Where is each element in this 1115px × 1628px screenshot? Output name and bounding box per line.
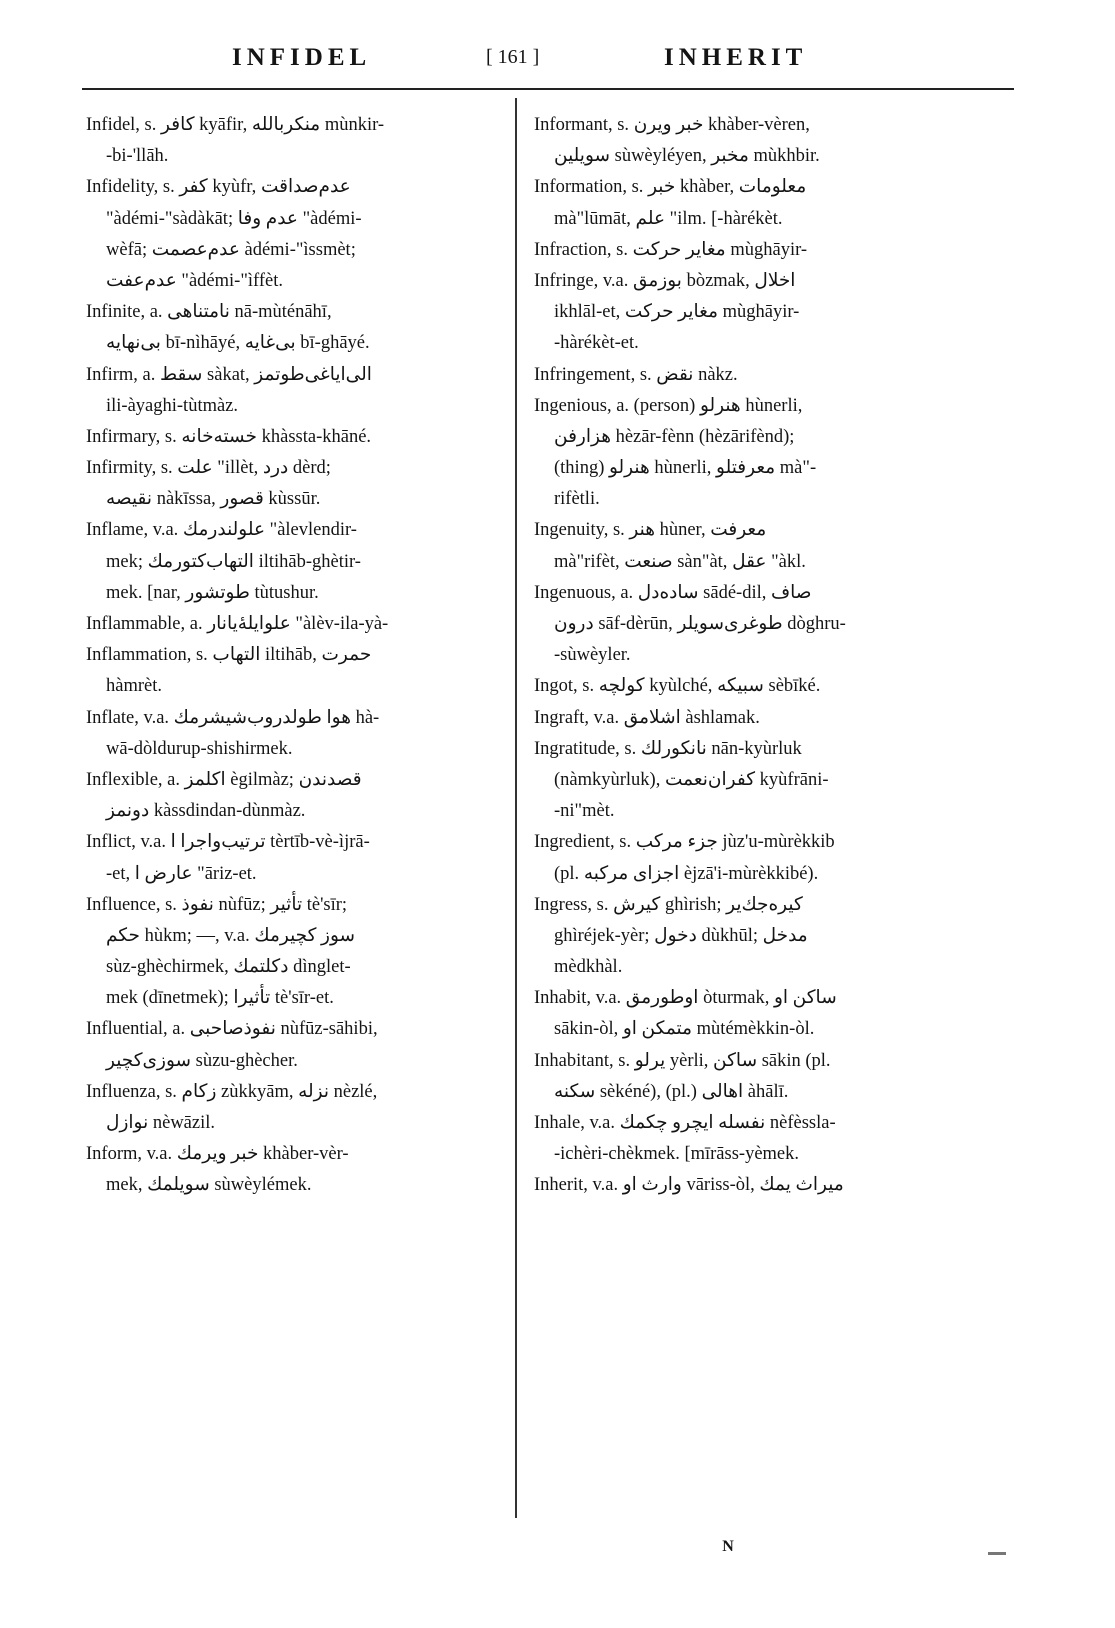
dictionary-entry-line: Inhabit, v.a. اوطورمق òturmak, ساکن او [534,988,837,1009]
header-rule [82,88,1014,90]
dictionary-entry-line: Ingredient, s. جزء مرکب jùz'u-mùrèkkib [534,832,835,853]
entry-continuation-line: hàmrèt. [106,676,162,697]
header-last-word: INHERIT [664,44,808,71]
entry-continuation-line: سوزی‌کچیر sùzu-ghècher. [106,1050,298,1071]
entry-continuation-line: حکم hùkm; —, v.a. سوز کچیرمك [106,925,356,946]
dictionary-entry-line: Infinite, a. نامتناهی nā-mùténāhī, [86,302,332,323]
dictionary-entry-line: Inhabitant, s. یرلو yèrli, ساکن sākin (pl. [534,1050,831,1071]
entry-continuation-line: mà"rifèt, صنعت sàn"àt, عقل "àkl. [554,551,806,572]
page-header [60,44,1070,80]
entry-continuation-line: نوازل nèwāzil. [106,1113,216,1133]
dictionary-entry-line: Ingenious, a. (person) هنرلو hùnerli, [534,395,803,416]
header-first-word: INFIDEL [232,44,372,71]
entry-continuation-line: mà"lūmāt, علم "ilm. [-hàrékèt. [554,208,783,229]
entry-continuation-line: sùz-ghèchirmek, دکلتمك dìnglet- [106,957,351,978]
dictionary-entry-line: Ingenuous, a. ساده‌دل sādé-dil, صاف [534,582,812,603]
dictionary-entry-line: Inherit, v.a. وارث او vāriss-òl, میراث یمك [534,1175,844,1196]
dictionary-entry-line: Infringe, v.a. بوزمق bòzmak, اخلال [534,270,796,291]
entry-continuation-line: rifètli. [554,489,600,510]
entry-continuation-line: mèdkhàl. [554,957,623,978]
entry-continuation-line: -ni"mèt. [554,801,615,822]
entry-continuation-line: بی‌نهایه bī-nìhāyé, بی‌غایه bī-ghāyé. [106,333,370,354]
dictionary-entry-line: Ingot, s. کولچه kyùlché, سبیکه sèbīké. [534,676,821,697]
entry-continuation-line: سکنه sèkéné), (pl.) اهالی àhālī. [554,1081,789,1102]
entry-continuation-line: دونمز kàssdindan-dùnmàz. [106,801,306,822]
dictionary-entry-line: Ingress, s. کیرش ghìrish; کیره‌جك‌یر [534,894,803,915]
dictionary-entry-line: Infidelity, s. کفر kyùfr, عدم‌صداقت [86,177,351,198]
dictionary-entry-line: Influential, a. نفوذصاحبی nùfūz-sāhibi, [86,1019,378,1040]
entry-continuation-line: -hàrékèt-et. [554,333,639,354]
dictionary-entry-line: Ingenuity, s. هنر hùner, معرفت [534,520,767,541]
entry-continuation-line: ghìréjek-yèr; دخول dùkhūl; مدخل [554,925,808,946]
entry-continuation-line: wèfā; عدم‌عصمت àdémi-"ìssmèt; [106,239,356,260]
entry-continuation-line: هزارفن hèzār-fènn (hèzārifènd); [554,426,795,447]
dictionary-entry-line: Inhale, v.a. نفسله ایچرو چکمك nèfèssla- [534,1113,836,1133]
entry-continuation-line: mek; التهاب‌کتورمك iltihāb-ghètir- [106,551,361,572]
dictionary-entry-line: Influence, s. نفوذ nùfūz; تأثیر tè'sīr; [86,894,348,915]
entry-continuation-line: (pl. اجزای مرکبه èjzā'i-mùrèkkibé). [554,863,819,884]
dictionary-entry-line: Infraction, s. مغایر حرکت mùghāyir- [534,239,808,260]
entry-continuation-line: mek, سویلمك sùwèylémek. [106,1175,312,1196]
signature-mark: N [722,1538,734,1555]
entry-continuation-line: (thing) هنرلو hùnerli, معرفتلو mà"- [554,458,817,479]
entry-continuation-line: -bi-'llāh. [106,146,169,167]
column-divider [515,98,517,1518]
entry-continuation-line: mek (dīnetmek); تأثیرا tè'sīr-et. [106,988,334,1009]
entry-continuation-line: "àdémi-"sàdàkāt; عدم وفا "àdémi- [106,208,362,229]
dictionary-entry-line: Inflammation, s. التهاب iltihāb, حمرت [86,645,372,666]
dictionary-entry-line: Inflame, v.a. علولندرمك "àlevlendir- [86,520,357,541]
dictionary-entry-line: Inflammable, a. علوایلهٔ‌یانار "àlèv-ila-yà- [86,614,389,634]
dictionary-entry-line: Inflict, v.a. ترتیب‌واجرا ا tèrtīb-vè-ìjrā- [86,832,370,853]
entry-continuation-line: -ichèri-chèkmek. [mīrāss-yèmek. [554,1144,800,1165]
margin-mark [988,1552,1006,1555]
entry-continuation-line: سویلین sùwèyléyen, مخبر mùkhbir. [554,146,820,167]
dictionary-entry-line: Infirmity, s. علت "illèt, درد dèrd; [86,458,331,479]
entry-continuation-line: نقیصه nàkīssa, قصور kùssūr. [106,489,321,510]
dictionary-entry-line: Informant, s. خبر ویرن khàber-vèren, [534,115,810,135]
right-column [534,110,954,1202]
left-column [86,110,506,1202]
dictionary-entry-line: Inflexible, a. اکلمز ègilmàz; قصدندن [86,769,362,790]
entry-continuation-line: عدم‌عفت "àdémi-"ìffèt. [106,270,283,291]
entry-continuation-line: (nàmkyùrluk), کفران‌نعمت kyùfrāni- [554,769,829,790]
dictionary-entry-line: Information, s. خبر khàber, معلومات [534,177,807,198]
entry-continuation-line: -sùwèyler. [554,645,631,666]
dictionary-entry-line: Ingratitude, s. نانکورلك nān-kyùrluk [534,738,802,759]
entry-continuation-line: درون sāf-dèrūn, طوغری‌سویلر dòghru- [554,614,846,634]
dictionary-entry-line: Inform, v.a. خبر ویرمك khàber-vèr- [86,1144,349,1165]
dictionary-entry-line: Ingraft, v.a. اشلامق àshlamak. [534,707,760,728]
page-number: [ 161 ] [486,46,540,68]
entry-continuation-line: ili-àyaghi-tùtmàz. [106,395,239,416]
entry-continuation-line: ikhlāl-et, مغایر حرکت mùghāyir- [554,302,800,323]
entry-continuation-line: -et, عارض ا "āriz-et. [106,863,257,884]
dictionary-entry-line: Infidel, s. کافر kyāfir, منکربالله mùnkir- [86,115,385,135]
dictionary-entry-line: Infringement, s. نقض nàkz. [534,364,738,385]
dictionary-entry-line: Inflate, v.a. هوا طولدروب‌شیشرمك hà- [86,707,380,728]
entry-continuation-line: sākin-òl, متمکن او mùtémèkkin-òl. [554,1019,815,1040]
dictionary-entry-line: Influenza, s. زکام zùkkyām, نزله nèzlé, [86,1081,378,1102]
entry-continuation-line: mek. [nar, طوتشور tùtushur. [106,582,319,603]
entry-continuation-line: wā-dòldurup-shishirmek. [106,738,293,759]
dictionary-entry-line: Infirm, a. سقط sàkat, الی‌ایاغی‌طوتمز [86,364,372,385]
dictionary-entry-line: Infirmary, s. خسته‌خانه khàssta-khāné. [86,426,372,447]
